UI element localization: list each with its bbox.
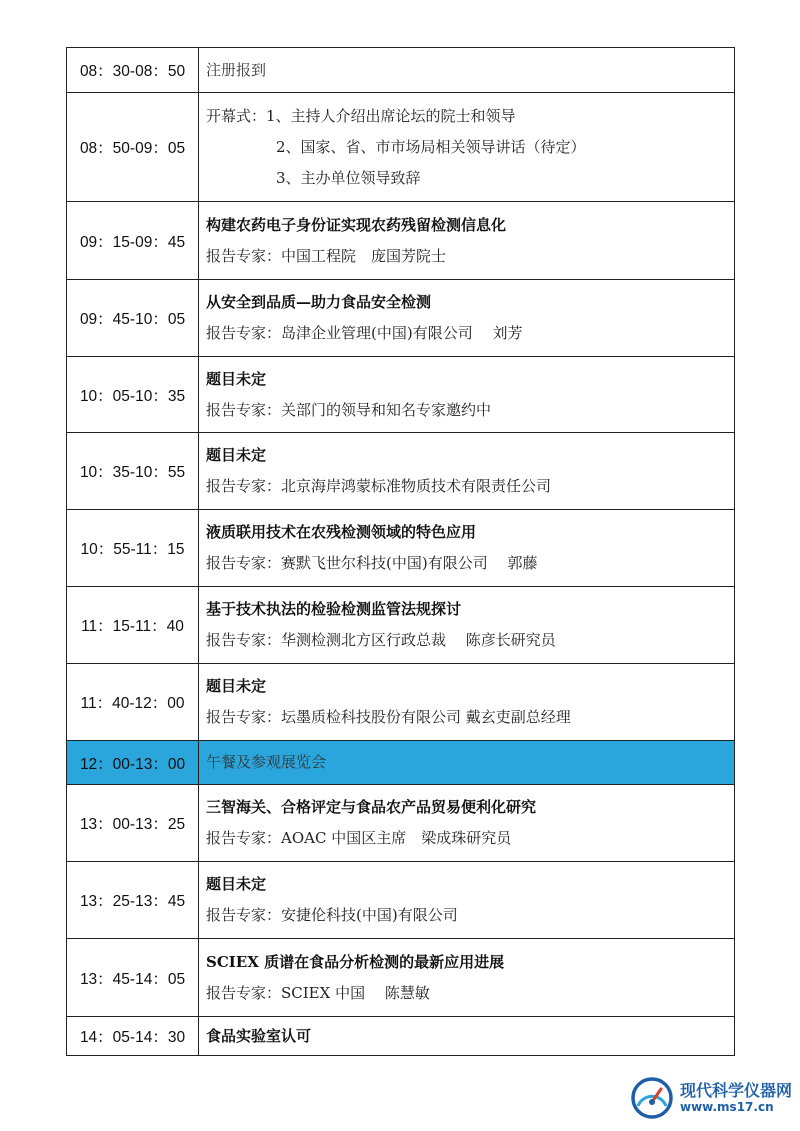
- session-title: 题目未定: [206, 369, 267, 388]
- time-cell: 08：30-08：50: [67, 48, 199, 93]
- session-speaker: 报告专家：华测检测北方区行政总裁 陈彦长研究员: [206, 631, 556, 649]
- session-speaker: 报告专家：坛墨质检科技股份有限公司 戴玄吏副总经理: [206, 708, 571, 726]
- time-cell: 14：05-14：30: [67, 1017, 199, 1056]
- content-cell: [199, 433, 735, 510]
- session-speaker: 报告专家：北京海岸鸿蒙标准物质技术有限责任公司: [206, 477, 552, 495]
- session-speaker: 报告专家：SCIEX 中国 陈慧敏: [206, 983, 430, 1002]
- table-row: [67, 202, 735, 280]
- session-text: 午餐及参观展览会: [206, 753, 327, 771]
- content-cell: [199, 357, 735, 433]
- content-cell: [199, 48, 735, 93]
- time-cell: 11：15-11：40: [67, 587, 199, 664]
- content-cell: [199, 510, 735, 587]
- table-row: [67, 93, 735, 202]
- session-speaker: 报告专家：赛默飞世尔科技(中国)有限公司 郭藤: [206, 554, 538, 572]
- session-speaker: 报告专家：岛津企业管理(中国)有限公司 刘芳: [206, 324, 523, 342]
- content-cell: [199, 1017, 735, 1056]
- time-cell: 10：55-11：15: [67, 510, 199, 587]
- watermark-name: 现代科学仪器网: [680, 1081, 793, 1100]
- session-speaker: 报告专家：AOAC 中国区主席 梁成珠研究员: [206, 829, 512, 847]
- table-row: [67, 664, 735, 741]
- table-row: [67, 862, 735, 939]
- content-cell: [199, 93, 735, 202]
- time-cell: 13：45-14：05: [67, 939, 199, 1017]
- content-cell: [199, 202, 735, 280]
- content-cell: [199, 862, 735, 939]
- content-cell: [199, 741, 735, 785]
- table-row: [67, 939, 735, 1017]
- opening-line: 2、国家、省、市市场局相关领导讲话（待定）: [276, 137, 586, 156]
- session-title: 三智海关、合格评定与食品农产品贸易便利化研究: [206, 798, 537, 816]
- schedule-table: [66, 47, 735, 1056]
- table-row: [67, 587, 735, 664]
- session-title: SCIEX 质谱在食品分析检测的最新应用进展: [206, 952, 505, 971]
- session-title: 题目未定: [206, 875, 267, 893]
- session-speaker: 报告专家：关部门的领导和知名专家邀约中: [206, 400, 492, 419]
- session-title: 题目未定: [206, 446, 267, 464]
- content-cell: [199, 587, 735, 664]
- session-title: 液质联用技术在农残检测领域的特色应用: [206, 523, 477, 541]
- session-title: 构建农药电子身份证实现农药残留检测信息化: [206, 215, 507, 234]
- session-title: 基于技术执法的检验检测监管法规探讨: [206, 600, 462, 618]
- table-row: [67, 510, 735, 587]
- table-row: [67, 785, 735, 862]
- table-row: [67, 280, 735, 357]
- time-cell: 11：40-12：00: [67, 664, 199, 741]
- time-cell: 10：35-10：55: [67, 433, 199, 510]
- time-cell: 12：00-13：00: [67, 741, 199, 785]
- content-cell: [199, 280, 735, 357]
- opening-line: 3、主办单位领导致辞: [276, 168, 421, 187]
- table-row: [67, 433, 735, 510]
- time-cell: 10：05-10：35: [67, 357, 199, 433]
- session-title: 从安全到品质—助力食品安全检测: [206, 293, 432, 311]
- session-title: 题目未定: [206, 677, 267, 695]
- session-title: 食品实验室认可: [206, 1026, 312, 1045]
- table-row: [67, 48, 735, 93]
- table-row-lunch: [67, 741, 735, 785]
- opening-line: 开幕式：1、主持人介绍出席论坛的院士和领导: [206, 106, 516, 125]
- watermark: [620, 1070, 795, 1125]
- gauge-logo-icon: [630, 1076, 674, 1120]
- watermark-url: www.ms17.cn: [680, 1100, 774, 1114]
- time-cell: 13：25-13：45: [67, 862, 199, 939]
- content-cell: [199, 939, 735, 1017]
- time-cell: 08：50-09：05: [67, 93, 199, 202]
- time-cell: 13：00-13：25: [67, 785, 199, 862]
- session-speaker: 报告专家：中国工程院 庞国芳院士: [206, 246, 447, 265]
- table-row: [67, 357, 735, 433]
- table-row: [67, 1017, 735, 1056]
- content-cell: [199, 785, 735, 862]
- content-cell: [199, 664, 735, 741]
- session-speaker: 报告专家：安捷伦科技(中国)有限公司: [206, 906, 458, 924]
- time-cell: 09：15-09：45: [67, 202, 199, 280]
- time-cell: 09：45-10：05: [67, 280, 199, 357]
- session-text: 注册报到: [206, 60, 267, 79]
